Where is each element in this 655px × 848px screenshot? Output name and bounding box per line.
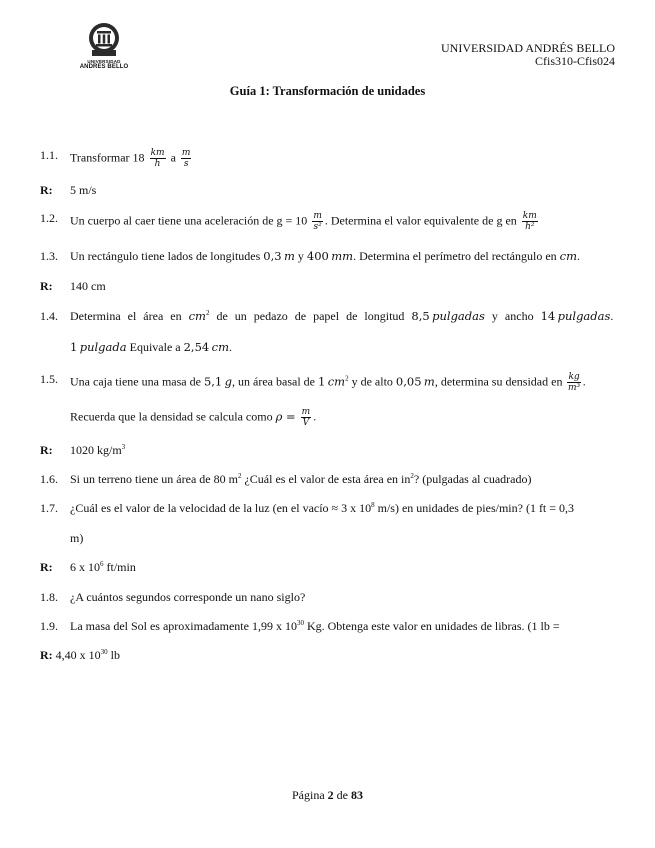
university-name: UNIVERSIDAD ANDRÉS BELLO (441, 41, 615, 55)
text-segment: Transformar 18 (70, 150, 145, 165)
text-segment: 1020 kg/m (70, 443, 122, 457)
problem-text (70, 501, 574, 516)
problem-number: 1.6. (40, 472, 58, 486)
fraction-denominator: h² (525, 222, 535, 232)
problem-text (70, 211, 540, 232)
fraction-numerator: m (181, 148, 191, 158)
math-unit: mm (331, 249, 354, 263)
text-segment: . Determina el perímetro del rectángulo en (353, 249, 557, 263)
math-symbol: ρ = (275, 409, 296, 424)
logo-text-line1: UNIVERSIDAD (87, 59, 121, 64)
text-segment: . (228, 340, 232, 354)
superscript: 2 (237, 472, 242, 480)
text-segment: . Determina el valor equivalente de g en (324, 213, 517, 228)
course-code: Cfis310-Cfis024 (534, 54, 615, 68)
math-unit: pulgadas (557, 309, 611, 323)
text-segment: y ancho (491, 309, 534, 323)
answer-label: R: (40, 648, 53, 662)
footer-of: de (336, 788, 348, 802)
footer-total-pages: 83 (351, 788, 363, 802)
fraction-numerator: km (150, 148, 165, 158)
math-value: 400 (306, 249, 329, 263)
math-value: 0,05 (395, 374, 422, 389)
text-segment: y (297, 249, 304, 263)
text-segment: , determina su densidad en (434, 374, 563, 389)
text-segment: . (577, 249, 581, 263)
math-unit: cm (559, 249, 578, 263)
math-value: 8,5 (411, 309, 430, 323)
math-value: 0,3 (263, 249, 282, 263)
logo-text-line2: ANDRES BELLO (79, 64, 129, 70)
text-segment: m/s) en unidades de pies/min? (1 ft = 0,3 (374, 501, 575, 515)
problem-text (70, 340, 232, 355)
text-segment: ¿Cuál es el valor de esta área en in (241, 472, 411, 486)
superscript: 8 (371, 501, 375, 509)
superscript: 2 (345, 374, 349, 383)
superscript: 30 (100, 648, 108, 656)
problem-number: 1.7. (40, 501, 58, 515)
fraction-numerator: m (313, 211, 322, 221)
fraction (312, 211, 323, 232)
text-segment: ¿Cuál es el valor de la velocidad de la luz (en el vacío ≈ 3 x 10 (70, 501, 372, 515)
math-unit: cm (188, 309, 206, 323)
answer-text: 5 m/s (70, 183, 97, 197)
fraction-numerator: m (301, 407, 311, 417)
superscript: 2 (410, 472, 414, 480)
math-value: 2,54 (183, 340, 210, 354)
answer-label: R: (40, 183, 53, 197)
math-unit: cm (327, 374, 346, 389)
math-unit: pulgada (79, 340, 127, 354)
text-segment: . (582, 374, 586, 389)
text-segment: La masa del Sol es aproximadamente 1,99 x 10 (70, 619, 297, 633)
page-footer (0, 788, 655, 803)
fraction-denominator: h (154, 159, 161, 169)
footer-prefix: Página (292, 788, 325, 802)
math-unit: m (423, 374, 435, 389)
superscript: 30 (296, 619, 304, 627)
text-segment: y de alto (351, 374, 393, 389)
answer-text (70, 443, 125, 458)
problem-number: 1.4. (40, 309, 58, 323)
answer-text (56, 648, 120, 662)
header-right (441, 42, 615, 68)
text-segment: ft/min (103, 560, 136, 574)
fraction (301, 407, 312, 428)
problem-number: 1.5. (40, 372, 58, 386)
fraction (522, 211, 538, 232)
answer-1-9 (40, 648, 618, 663)
problem-text: m) (70, 531, 84, 545)
superscript: 6 (100, 560, 104, 568)
page-title: Guía 1: Transformación de unidades (229, 84, 426, 98)
text-segment: 4,40 x 10 (55, 648, 101, 662)
answer-label: R: (40, 279, 53, 293)
answer-text (70, 560, 136, 575)
problem-text (70, 619, 560, 634)
fraction-numerator: kg (568, 372, 580, 382)
math-value: 14 (540, 309, 556, 323)
text-segment: Un cuerpo al caer tiene una aceleración de g = 10 (70, 213, 308, 228)
text-segment: 6 x 10 (70, 560, 100, 574)
university-crest-icon (87, 22, 121, 58)
problem-text (70, 249, 580, 264)
fraction-denominator: s (183, 159, 189, 169)
problem-number: 1.9. (40, 619, 58, 633)
text-segment: Determina el área en (70, 309, 182, 323)
math-unit: pulgadas (432, 309, 485, 323)
problem-text (70, 309, 613, 324)
fraction-denominator: V (302, 418, 310, 428)
text-segment: . (610, 309, 614, 323)
text-segment: Recuerda que la densidad se calcula como (70, 409, 273, 424)
fraction (150, 148, 166, 169)
fraction (567, 372, 580, 393)
text-segment: , un área basal de (232, 374, 315, 389)
problem-text: ¿A cuántos segundos corresponde un nano siglo? (70, 590, 306, 604)
math-value: 1 (317, 374, 326, 389)
text-segment: Un rectángulo tiene lados de longitudes (70, 249, 261, 263)
fraction-denominator: s² (313, 222, 322, 232)
text-segment: Kg. Obtenga este valor en unidades de libras. (1 lb = (303, 619, 560, 633)
math-unit: m (284, 249, 295, 263)
math-unit: g (224, 374, 233, 389)
text-segment: lb (107, 648, 121, 662)
problem-text (70, 407, 316, 428)
text-segment: Si un terreno tiene un área de 80 m (70, 472, 238, 486)
fraction-denominator: m³ (568, 383, 581, 393)
fraction (181, 148, 192, 169)
problem-number: 1.2. (40, 211, 58, 225)
problem-text (70, 472, 531, 487)
problem-number: 1.1. (40, 148, 58, 162)
math-value: 1 (70, 340, 78, 354)
text-segment: ? (pulgadas al cuadrado) (413, 472, 532, 486)
footer-page-number: 2 (327, 788, 334, 802)
math-value: 5,1 (203, 374, 223, 389)
text-segment: . (313, 409, 317, 424)
problem-number: 1.3. (40, 249, 58, 263)
superscript: 3 (121, 443, 126, 451)
university-logo (78, 22, 130, 70)
text-segment: Equivale a (129, 340, 181, 354)
answer-label: R: (40, 443, 53, 457)
math-unit: cm (211, 340, 229, 354)
problem-text (70, 372, 586, 393)
text-segment: de un pedazo de papel de longitud (216, 309, 405, 323)
text-segment: a (170, 150, 176, 165)
answer-text: 140 cm (70, 279, 106, 293)
fraction-numerator: km (522, 211, 537, 221)
text-segment: Una caja tiene una masa de (70, 374, 201, 389)
answer-label: R: (40, 560, 53, 574)
problem-text (70, 148, 193, 169)
problem-number: 1.8. (40, 590, 58, 604)
superscript: 2 (205, 309, 210, 317)
